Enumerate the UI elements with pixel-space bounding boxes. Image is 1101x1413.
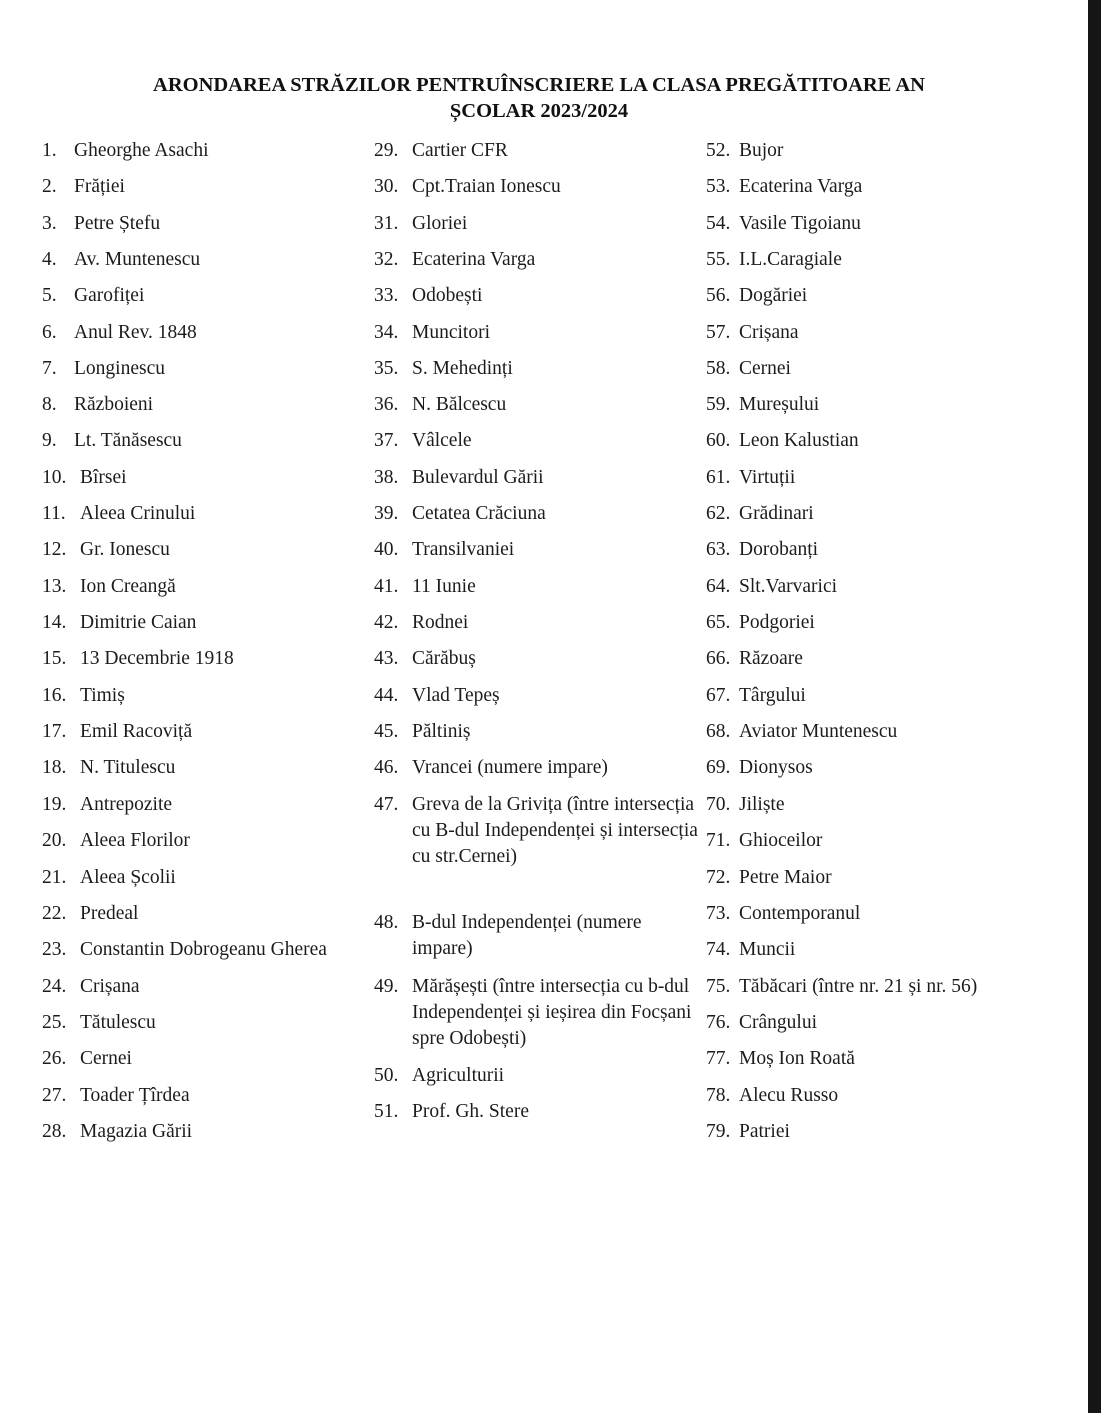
- street-name: Alecu Russo: [739, 1085, 839, 1106]
- street-list-item: [42, 392, 367, 418]
- street-number: 44.: [374, 685, 399, 706]
- street-list-item: [42, 138, 367, 164]
- street-list-item: [42, 1119, 367, 1145]
- street-list-item: [706, 392, 1046, 418]
- street-name: Timiș: [80, 685, 125, 706]
- street-number: 42.: [374, 612, 399, 633]
- street-number: 76.: [706, 1012, 731, 1033]
- street-name: Patriei: [739, 1121, 790, 1142]
- street-name: Răzoare: [739, 648, 803, 669]
- street-list-item: [706, 428, 1046, 454]
- street-list-item: [42, 537, 367, 563]
- street-list-item: [374, 501, 699, 527]
- street-number: 25.: [42, 1012, 67, 1033]
- street-list-item: [706, 974, 1046, 1000]
- street-number: 51.: [374, 1101, 399, 1122]
- street-number: 4.: [42, 249, 57, 270]
- street-list-item: [374, 356, 699, 382]
- street-list-item: [706, 1119, 1046, 1145]
- street-number: 43.: [374, 648, 399, 669]
- street-list-item: [374, 1063, 699, 1089]
- street-number: 57.: [706, 322, 731, 343]
- street-name: Petre Maior: [739, 867, 832, 888]
- street-list-item: [706, 138, 1046, 164]
- street-name: Aleea Florilor: [80, 830, 190, 851]
- street-list-item: [374, 428, 699, 454]
- street-name: N. Titulescu: [80, 757, 176, 778]
- street-name: I.L.Caragiale: [739, 249, 842, 270]
- street-name: 11 Iunie: [412, 576, 476, 597]
- street-name: Grădinari: [739, 503, 814, 524]
- street-list-item: [706, 1046, 1046, 1072]
- street-name: Gheorghe Asachi: [74, 140, 209, 161]
- street-name: Dimitrie Caian: [80, 612, 197, 633]
- street-name: Crișana: [739, 322, 799, 343]
- street-list-item: [374, 283, 699, 309]
- street-name: Moș Ion Roată: [739, 1048, 855, 1069]
- street-name: Gr. Ionescu: [80, 539, 170, 560]
- street-number: 37.: [374, 430, 399, 451]
- street-name: Gloriei: [412, 213, 468, 234]
- street-list-item: [42, 247, 367, 273]
- street-name: Cărăbuș: [412, 648, 476, 669]
- street-list-item: [374, 465, 699, 491]
- street-name: Magazia Gării: [80, 1121, 193, 1142]
- street-number: 6.: [42, 322, 57, 343]
- street-list-item: [374, 719, 699, 745]
- street-list-item: [42, 901, 367, 927]
- street-name: Petre Ștefu: [74, 213, 161, 234]
- street-number: 33.: [374, 285, 399, 306]
- street-number: 8.: [42, 394, 57, 415]
- street-number: 70.: [706, 794, 731, 815]
- street-name: Odobești: [412, 285, 483, 306]
- street-number: 72.: [706, 867, 731, 888]
- street-number: 38.: [374, 467, 399, 488]
- title-line-1: ARONDAREA STRĂZILOR PENTRUÎNSCRIERE LA CLASA PREGĂTITOARE AN: [153, 74, 925, 96]
- street-number: 30.: [374, 176, 399, 197]
- street-list-item: [42, 174, 367, 200]
- street-number: 49.: [374, 976, 399, 997]
- street-list-item: [706, 828, 1046, 854]
- street-name: Constantin Dobrogeanu Gherea: [80, 939, 327, 960]
- street-name: B-dul Independenței (numere impare): [412, 912, 642, 959]
- street-list-item: [42, 1046, 367, 1072]
- street-number: 24.: [42, 976, 67, 997]
- street-name: Aviator Muntenescu: [739, 721, 898, 742]
- street-number: 78.: [706, 1085, 731, 1106]
- street-list-item: [374, 211, 699, 237]
- street-name: N. Bălcescu: [412, 394, 507, 415]
- street-number: 26.: [42, 1048, 67, 1069]
- street-list-item: [706, 646, 1046, 672]
- street-number: 13.: [42, 576, 67, 597]
- street-number: 22.: [42, 903, 67, 924]
- street-list-item: [42, 428, 367, 454]
- street-number: 73.: [706, 903, 731, 924]
- street-list-item: [706, 574, 1046, 600]
- street-number: 27.: [42, 1085, 67, 1106]
- street-number: 47.: [374, 794, 399, 815]
- street-number: 75.: [706, 976, 731, 997]
- street-list-item: [374, 646, 699, 672]
- street-list-item: [706, 901, 1046, 927]
- street-list-item: [42, 1083, 367, 1109]
- street-number: 3.: [42, 213, 57, 234]
- street-name: Transilvaniei: [412, 539, 515, 560]
- street-number: 5.: [42, 285, 57, 306]
- street-list-item: [42, 646, 367, 672]
- street-list-item: [706, 283, 1046, 309]
- street-name: Emil Racoviță: [80, 721, 193, 742]
- street-name: Aleea Școlii: [80, 867, 176, 888]
- street-number: 56.: [706, 285, 731, 306]
- street-list-item: [706, 247, 1046, 273]
- street-list-item: [374, 392, 699, 418]
- street-name: Bulevardul Gării: [412, 467, 544, 488]
- street-list-item: [374, 574, 699, 600]
- street-name: Păltiniș: [412, 721, 471, 742]
- street-list-item: [42, 574, 367, 600]
- street-name: Tătulescu: [80, 1012, 156, 1033]
- street-name: Dionysos: [739, 757, 813, 778]
- street-list-item: [706, 792, 1046, 818]
- street-number: 66.: [706, 648, 731, 669]
- street-name: Anul Rev. 1848: [74, 322, 197, 343]
- street-number: 45.: [374, 721, 399, 742]
- street-name: Lt. Tănăsescu: [74, 430, 182, 451]
- street-number: 36.: [374, 394, 399, 415]
- street-name: Virtuții: [739, 467, 796, 488]
- street-number: 28.: [42, 1121, 67, 1142]
- street-list-item: [374, 1099, 699, 1125]
- street-number: 53.: [706, 176, 731, 197]
- street-name: Bîrsei: [80, 467, 127, 488]
- street-number: 65.: [706, 612, 731, 633]
- street-list-item: [374, 247, 699, 273]
- street-number: 77.: [706, 1048, 731, 1069]
- street-name: Mureșului: [739, 394, 820, 415]
- street-number: 17.: [42, 721, 67, 742]
- street-name: Cartier CFR: [412, 140, 508, 161]
- street-number: 1.: [42, 140, 57, 161]
- street-name: Av. Muntenescu: [74, 249, 201, 270]
- street-number: 63.: [706, 539, 731, 560]
- street-name: Slt.Varvarici: [739, 576, 838, 597]
- page-title: [60, 72, 1018, 124]
- street-list-item: [42, 356, 367, 382]
- street-number: 64.: [706, 576, 731, 597]
- street-name: Târgului: [739, 685, 806, 706]
- street-name: Războieni: [74, 394, 154, 415]
- street-number: 71.: [706, 830, 731, 851]
- street-name: Ghioceilor: [739, 830, 823, 851]
- street-number: 60.: [706, 430, 731, 451]
- street-name: Cernei: [739, 358, 791, 379]
- street-list-item: [374, 174, 699, 200]
- street-number: 19.: [42, 794, 67, 815]
- street-list-item: [706, 537, 1046, 563]
- street-list-item: [42, 320, 367, 346]
- street-list-item: [42, 828, 367, 854]
- street-name: Agriculturii: [412, 1065, 505, 1086]
- street-name: Toader Țîrdea: [80, 1085, 190, 1106]
- street-number: 58.: [706, 358, 731, 379]
- street-number: 48.: [374, 912, 399, 933]
- street-number: 50.: [374, 1065, 399, 1086]
- street-number: 41.: [374, 576, 399, 597]
- street-list-item: [706, 719, 1046, 745]
- street-number: 16.: [42, 685, 67, 706]
- street-name: Bujor: [739, 140, 784, 161]
- street-list-item: [374, 537, 699, 563]
- street-list-item: [706, 211, 1046, 237]
- street-name: Podgoriei: [739, 612, 815, 633]
- street-number: 9.: [42, 430, 57, 451]
- street-list-item: [42, 937, 367, 963]
- street-list-item: [374, 138, 699, 164]
- street-number: 32.: [374, 249, 399, 270]
- street-name: Dogăriei: [739, 285, 808, 306]
- street-number: 79.: [706, 1121, 731, 1142]
- street-number: 35.: [374, 358, 399, 379]
- street-name: Predeal: [80, 903, 139, 924]
- street-name: Aleea Crinului: [80, 503, 196, 524]
- street-name: Muncitori: [412, 322, 490, 343]
- street-list-item: [42, 501, 367, 527]
- street-list-item: [706, 865, 1046, 891]
- street-list-item: [706, 356, 1046, 382]
- street-list-item: [42, 465, 367, 491]
- street-number: 69.: [706, 757, 731, 778]
- street-name: Dorobanți: [739, 539, 819, 560]
- street-name: Crișana: [80, 976, 140, 997]
- street-list-item: [706, 174, 1046, 200]
- street-number: 52.: [706, 140, 731, 161]
- street-list-item: [42, 683, 367, 709]
- street-list-item: [42, 610, 367, 636]
- street-number: 74.: [706, 939, 731, 960]
- street-name: Tăbăcari (între nr. 21 și nr. 56): [739, 976, 978, 997]
- street-number: 46.: [374, 757, 399, 778]
- street-list-item: [374, 755, 699, 781]
- street-list-item: [706, 610, 1046, 636]
- street-list-item: [706, 465, 1046, 491]
- street-list-item: [42, 211, 367, 237]
- street-list-item: [374, 792, 699, 870]
- street-name: Cernei: [80, 1048, 132, 1069]
- street-name: 13 Decembrie 1918: [80, 648, 234, 669]
- street-number: 59.: [706, 394, 731, 415]
- street-list-item: [42, 974, 367, 1000]
- street-number: 31.: [374, 213, 399, 234]
- street-number: 18.: [42, 757, 67, 778]
- street-name: Leon Kalustian: [739, 430, 859, 451]
- street-number: 62.: [706, 503, 731, 524]
- street-number: 12.: [42, 539, 67, 560]
- street-number: 61.: [706, 467, 731, 488]
- street-list-item: [42, 1010, 367, 1036]
- street-name: Rodnei: [412, 612, 469, 633]
- street-number: 29.: [374, 140, 399, 161]
- street-name: Vlad Tepeș: [412, 685, 500, 706]
- street-number: 14.: [42, 612, 67, 633]
- street-number: 39.: [374, 503, 399, 524]
- street-list-item: [42, 755, 367, 781]
- street-name: Cpt.Traian Ionescu: [412, 176, 561, 197]
- street-name: Longinescu: [74, 358, 165, 379]
- street-list-item: [42, 719, 367, 745]
- street-list-column-3: [706, 138, 1046, 1168]
- street-list-item: [706, 320, 1046, 346]
- street-name: Garofiței: [74, 285, 145, 306]
- street-list-column-1: [42, 138, 367, 1168]
- street-name: Vrancei (numere impare): [412, 757, 608, 778]
- street-name: Vâlcele: [412, 430, 472, 451]
- street-list-item: [374, 910, 699, 962]
- street-number: 34.: [374, 322, 399, 343]
- street-number: 7.: [42, 358, 57, 379]
- street-number: 23.: [42, 939, 67, 960]
- street-name: Contemporanul: [739, 903, 861, 924]
- street-list-item: [706, 1010, 1046, 1036]
- street-name: Mărășești (între intersecția cu b-dul Independenței și ieșirea din Focșani spre Odobești): [412, 976, 692, 1049]
- street-number: 21.: [42, 867, 67, 888]
- street-name: Cetatea Crăciuna: [412, 503, 546, 524]
- street-list-item: [374, 320, 699, 346]
- street-list-item: [42, 792, 367, 818]
- title-line-2: ȘCOLAR 2023/2024: [449, 100, 629, 122]
- street-number: 10.: [42, 467, 67, 488]
- street-name: Crângului: [739, 1012, 817, 1033]
- street-list-item: [706, 1083, 1046, 1109]
- street-name: Ecaterina Varga: [412, 249, 536, 270]
- street-name: Antrepozite: [80, 794, 173, 815]
- street-number: 15.: [42, 648, 67, 669]
- street-name: Jiliște: [739, 794, 785, 815]
- street-number: 40.: [374, 539, 399, 560]
- street-name: Greva de la Grivița (între intersecția cu B-dul Independenței și intersecția cu str.Cernei): [412, 794, 698, 867]
- street-name: Frăției: [74, 176, 125, 197]
- street-number: 54.: [706, 213, 731, 234]
- street-list-item: [374, 683, 699, 709]
- street-name: Ion Creangă: [80, 576, 176, 597]
- street-name: S. Mehedinți: [412, 358, 513, 379]
- street-list-item: [706, 755, 1046, 781]
- street-number: 67.: [706, 685, 731, 706]
- street-list-item: [42, 865, 367, 891]
- street-number: 68.: [706, 721, 731, 742]
- street-number: 55.: [706, 249, 731, 270]
- street-list-item: [706, 937, 1046, 963]
- street-name: Ecaterina Varga: [739, 176, 863, 197]
- street-name: Muncii: [739, 939, 796, 960]
- street-list-item: [42, 283, 367, 309]
- street-name: Prof. Gh. Stere: [412, 1101, 529, 1122]
- street-list-column-2: [374, 138, 699, 1168]
- street-list-item: [374, 974, 699, 1052]
- page-edge-shadow: [1088, 0, 1101, 1413]
- street-number: 20.: [42, 830, 67, 851]
- street-list-item: [374, 610, 699, 636]
- street-list-item: [706, 683, 1046, 709]
- street-list-item: [706, 501, 1046, 527]
- street-number: 2.: [42, 176, 57, 197]
- street-number: 11.: [42, 503, 66, 524]
- street-name: Vasile Tigoianu: [739, 213, 861, 234]
